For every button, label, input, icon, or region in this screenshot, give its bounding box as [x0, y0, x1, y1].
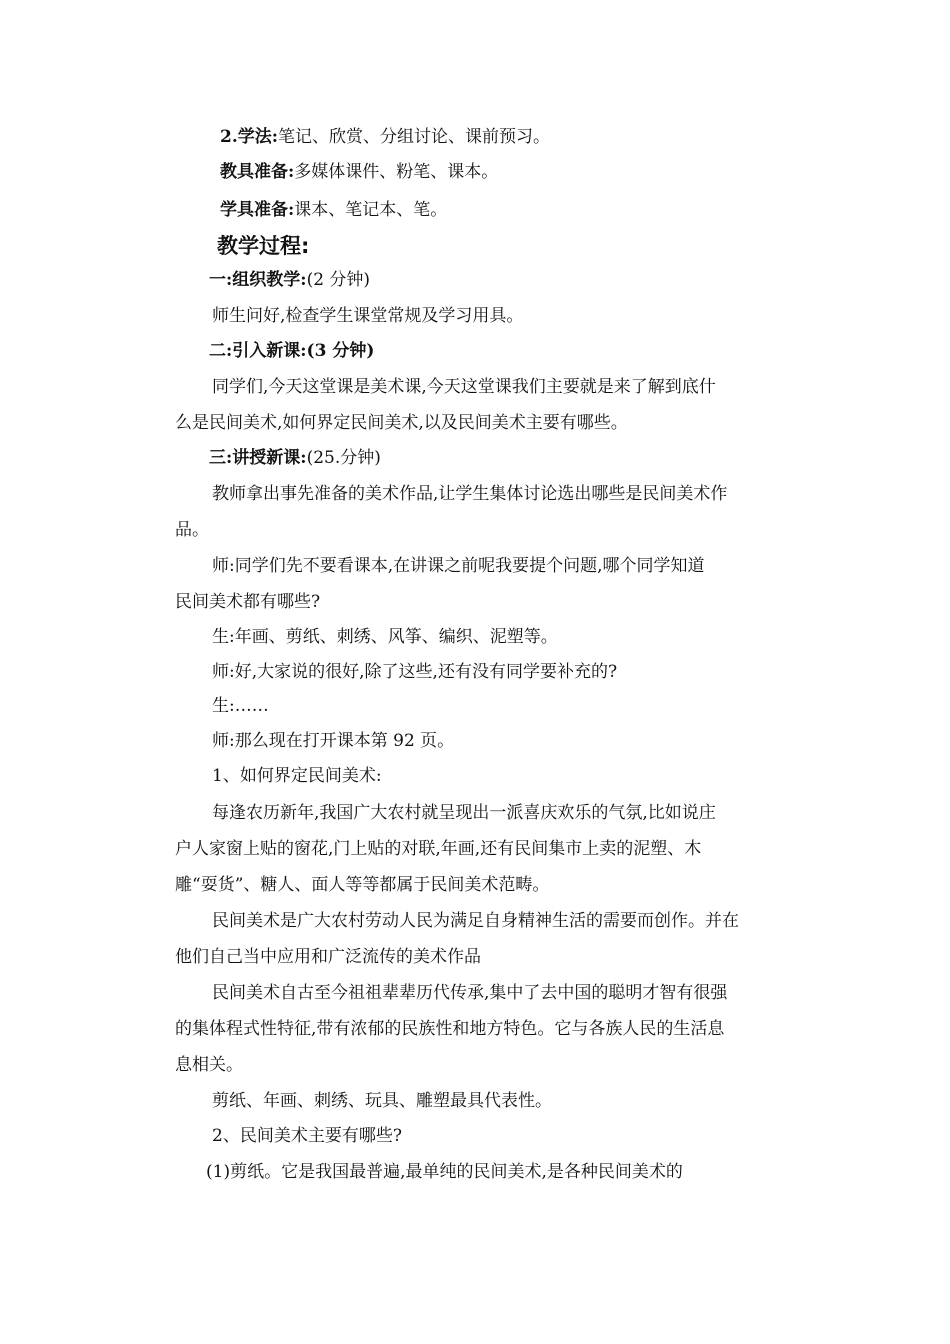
process-heading: 教学过程: — [217, 234, 310, 258]
paragraph-15: (1)剪纸。它是我国最普遍,最单纯的民间美术,是各种民间美术的 — [206, 1162, 683, 1182]
paragraph-12-line-3: 息相关。 — [175, 1055, 243, 1075]
student-prep-label: 学具准备: — [220, 200, 295, 220]
paragraph-4-line-1: 师:同学们先不要看课本,在讲课之前呢我要提个问题,哪个同学知道 — [212, 556, 705, 576]
paragraph-1: 师生问好,检查学生课堂常规及学习用具。 — [212, 306, 524, 326]
paragraph-13: 剪纸、年画、刺绣、玩具、雕塑最具代表性。 — [212, 1091, 552, 1111]
paragraph-7: 生:…… — [212, 696, 269, 716]
paragraph-12-line-2: 的集体程式性特征,带有浓郁的民族性和地方特色。它与各族人民的生活息 — [175, 1019, 725, 1039]
paragraph-12-line-1: 民间美术自古至今祖祖辈辈历代传承,集中了去中国的聪明才智有很强 — [212, 983, 728, 1003]
paragraph-9: 1、如何界定民间美术: — [212, 766, 382, 786]
paragraph-5: 生:年画、剪纸、刺绣、风筝、编织、泥塑等。 — [212, 627, 558, 647]
teacher-prep-text: 多媒体课件、粉笔、课本。 — [294, 162, 499, 182]
paragraph-11-line-2: 他们自己当中应用和广泛流传的美术作品 — [175, 947, 481, 967]
student-prep-text: 课本、笔记本、笔。 — [294, 200, 448, 220]
section-3-duration: (25.分钟) — [306, 448, 381, 468]
study-method-text: 笔记、欣赏、分组讨论、课前预习。 — [278, 127, 551, 147]
paragraph-8: 师:那么现在打开课本第 92 页。 — [212, 731, 455, 751]
section-1-duration: (2 分钟) — [306, 270, 371, 290]
section-3-line — [209, 447, 849, 469]
section-2-line — [209, 340, 849, 362]
study-method-line — [220, 126, 860, 148]
teacher-prep-label: 教具准备: — [220, 162, 295, 182]
paragraph-10-line-3: 雕“耍货”、糖人、面人等等都属于民间美术范畴。 — [175, 875, 550, 895]
paragraph-3-line-2: 品。 — [175, 520, 209, 540]
paragraph-2-line-1: 同学们,今天这堂课是美术课,今天这堂课我们主要就是来了解到底什 — [212, 377, 716, 397]
paragraph-4-line-2: 民间美术都有哪些? — [175, 592, 321, 612]
paragraph-10-line-1: 每逢农历新年,我国广大农村就呈现出一派喜庆欢乐的气氛,比如说庄 — [212, 803, 716, 823]
section-1-label: 一:组织教学: — [209, 270, 307, 290]
paragraph-2-line-2: 么是民间美术,如何界定民间美术,以及民间美术主要有哪些。 — [175, 413, 628, 433]
paragraph-3-line-1: 教师拿出事先准备的美术作品,让学生集体讨论选出哪些是民间美术作 — [212, 484, 728, 504]
paragraph-11-line-1: 民间美术是广大农村劳动人民为满足自身精神生活的需要而创作。并在 — [212, 911, 739, 931]
paragraph-14: 2、民间美术主要有哪些? — [212, 1126, 402, 1146]
student-prep-line — [220, 199, 860, 221]
section-2-label: 二:引入新课:(3 分钟) — [209, 341, 375, 361]
paragraph-6: 师:好,大家说的很好,除了这些,还有没有同学要补充的? — [212, 662, 618, 682]
section-1-line — [209, 269, 849, 291]
teacher-prep-line — [220, 161, 860, 183]
study-method-label: 2.学法: — [220, 127, 279, 147]
section-3-label: 三:讲授新课: — [209, 448, 307, 468]
paragraph-10-line-2: 户人家窗上贴的窗花,门上贴的对联,年画,还有民间集市上卖的泥塑、木 — [175, 839, 702, 859]
